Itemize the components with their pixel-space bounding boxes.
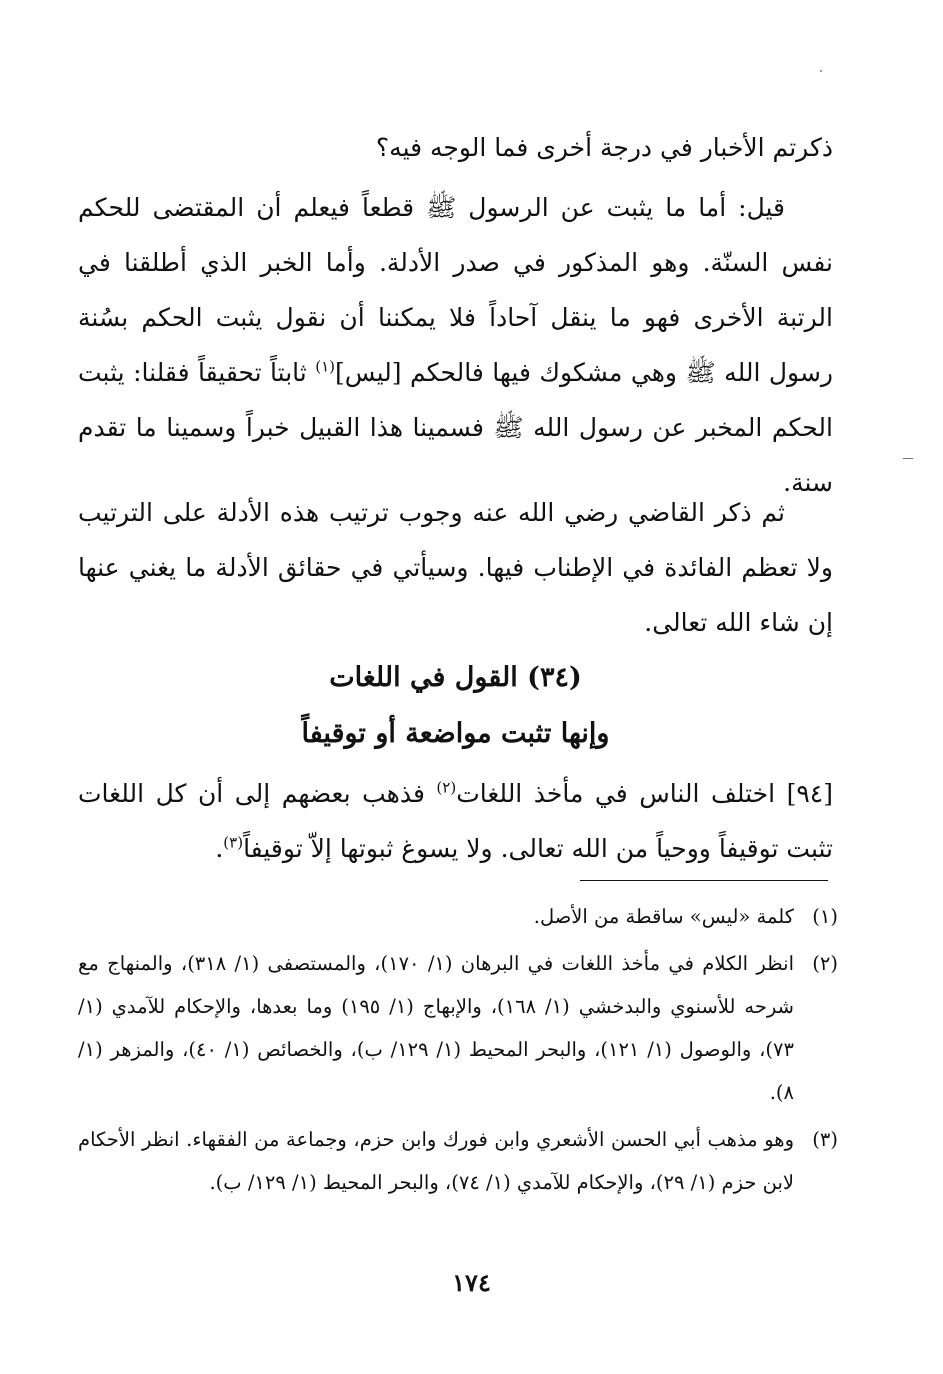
answer-text-tail: ثابتاً تحقيقاً فقلنا: يثبت الحكم المخبر عن رسول الله ﷺ فسمينا هذا القبيل خبراً وسمينا ما تقدم سنة. (78, 358, 833, 497)
scan-speck (903, 458, 913, 459)
para94-text-middle: فذهب بعضهم إلى أن كل اللغات تثبت توقيفاً ووحياً من الله تعالى. ولا يسوغ ثبوتها إلاّ توقيفاً (78, 779, 833, 863)
footnote-item (78, 942, 838, 1114)
para94-text-end: . (215, 834, 224, 863)
section-heading: (٣٤) القول في اللغات (329, 662, 582, 693)
section-subheading: وإنها تثبت مواضعة أو توقيفاً (301, 718, 610, 749)
answer-text: قيل: أما ما يثبت عن الرسول ﷺ قطعاً فيعلم أن المقتضى للحكم نفس السنّة. وهو المذكور في صدر الأدلة. وأما الخبر الذي أطلقنا في الرتبة الأخرى فهو ما ينقل آحاداً فلا يمكننا أن نقول يثبت الحكم بسُنة رسول الله ﷺ وهي مشكوك فيها فالحكم [ليس] (78, 193, 833, 387)
answer-paragraph (78, 180, 833, 510)
footnote-item (78, 1118, 838, 1204)
footnote-number: (٢) (812, 952, 838, 975)
qadi-paragraph (78, 485, 833, 650)
footnote-ref-3[interactable]: (٣) (223, 833, 244, 852)
continuation-text: ذكرتم الأخبار في درجة أخرى فما الوجه فيه؟ (375, 133, 833, 162)
footnotes-section (78, 895, 838, 1208)
footnote-ref-1[interactable]: (١) (315, 357, 336, 376)
footnote-ref-2[interactable]: (٢) (436, 778, 457, 797)
scan-speck (820, 70, 822, 72)
footnote-number: (٣) (812, 1128, 838, 1151)
qadi-text: ثم ذكر القاضي رضي الله عنه وجوب ترتيب هذه الأدلة على الترتيب ولا تعظم الفائدة في الإطناب فيها. وسيأتي في حقائق الأدلة ما يغني عنها إن شاء الله تعالى. (78, 498, 833, 637)
footnote-item (78, 895, 838, 938)
para94-text-start: [٩٤] اختلف الناس في مأخذ اللغات (456, 779, 833, 808)
continuation-line (78, 120, 833, 175)
footnote-text: وهو مذهب أبي الحسن الأشعري وابن فورك وابن حزم، وجماعة من الفقهاء. انظر الأحكام لابن حزم (١/ ٢٩)، والإحكام للآمدي (١/ ٧٤)، والبحر المحيط (١/ ١٢٩/ ب). (78, 1128, 794, 1194)
footnote-divider (580, 880, 828, 881)
page-number: ١٧٤ (452, 1268, 491, 1297)
footnote-text: كلمة «ليس» ساقطة من الأصل. (533, 905, 794, 928)
footnote-text: انظر الكلام في مأخذ اللغات في البرهان (١/ ١٧٠)، والمستصفى (١/ ٣١٨)، والمنهاج مع شرحه للأسنوي والبدخشي (١/ ١٦٨)، والإبهاج (١/ ١٩٥) وما بعدها، والإحكام للآمدي (١/ ٧٣)، والوصول (١/ ١٢١)، والبحر المحيط (١/ ١٢٩/ ب)، والخصائص (١/ ٤٠)، والمزهر (١/ ٨). (78, 952, 795, 1104)
paragraph-94 (78, 766, 833, 876)
footnote-number: (١) (812, 905, 838, 928)
